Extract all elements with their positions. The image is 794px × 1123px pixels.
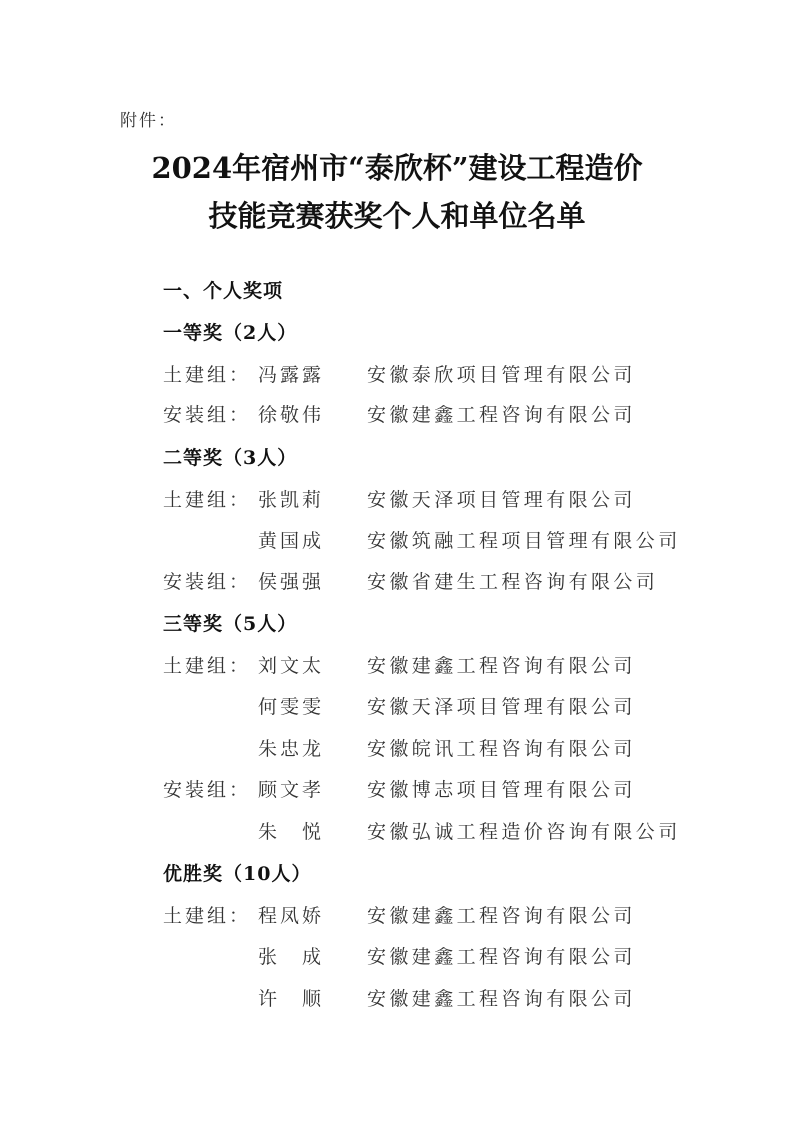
group-label: 安装组： <box>163 779 252 801</box>
winner-organization: 安徽天泽项目管理有限公司 <box>367 489 636 511</box>
award-heading-second-prize: 二等奖（3人） <box>163 447 298 469</box>
winner-name: 侯强强 <box>258 571 325 593</box>
section-heading-individual-awards: 一、个人奖项 <box>163 280 284 302</box>
winner-name: 黄国成 <box>258 530 325 552</box>
group-label: 土建组： <box>163 905 252 927</box>
winner-name: 程凤娇 <box>258 905 325 927</box>
winner-name: 许 顺 <box>258 988 325 1010</box>
winner-organization: 安徽建鑫工程咨询有限公司 <box>367 905 636 927</box>
winner-organization: 安徽弘诚工程造价咨询有限公司 <box>367 821 681 843</box>
group-label: 土建组： <box>163 364 252 386</box>
winner-organization: 安徽天泽项目管理有限公司 <box>367 696 636 718</box>
group-label: 土建组： <box>163 489 252 511</box>
winner-organization: 安徽博志项目管理有限公司 <box>367 779 636 801</box>
group-label: 安装组： <box>163 571 252 593</box>
winner-organization: 安徽省建生工程咨询有限公司 <box>367 571 659 593</box>
winner-organization: 安徽皖讯工程咨询有限公司 <box>367 738 636 760</box>
winner-name: 顾文孝 <box>258 779 325 801</box>
winner-name: 冯露露 <box>258 364 325 386</box>
winner-organization: 安徽泰欣项目管理有限公司 <box>367 364 636 386</box>
group-label: 安装组： <box>163 404 252 426</box>
winner-organization: 安徽筑融工程项目管理有限公司 <box>367 530 681 552</box>
document-title-line-2: 技能竞赛获奖个人和单位名单 <box>208 199 586 233</box>
winner-name: 刘文太 <box>258 655 325 677</box>
winner-organization: 安徽建鑫工程咨询有限公司 <box>367 404 636 426</box>
winner-organization: 安徽建鑫工程咨询有限公司 <box>367 988 636 1010</box>
award-heading-merit-prize: 优胜奖（10人） <box>163 863 312 885</box>
award-heading-third-prize: 三等奖（5人） <box>163 613 298 635</box>
award-heading-first-prize: 一等奖（2人） <box>163 322 298 344</box>
document-title-line-1: 2024年宿州市“泰欣杯”建设工程造价 <box>151 151 643 185</box>
winner-organization: 安徽建鑫工程咨询有限公司 <box>367 946 636 968</box>
group-label: 土建组： <box>163 655 252 677</box>
winner-name: 何雯雯 <box>258 696 325 718</box>
winner-organization: 安徽建鑫工程咨询有限公司 <box>367 655 636 677</box>
winner-name: 朱 悦 <box>258 821 325 843</box>
attachment-label: 附件： <box>120 111 177 131</box>
winner-name: 朱忠龙 <box>258 738 325 760</box>
winner-name: 徐敬伟 <box>258 404 325 426</box>
winner-name: 张 成 <box>258 946 325 968</box>
winner-name: 张凯莉 <box>258 489 325 511</box>
